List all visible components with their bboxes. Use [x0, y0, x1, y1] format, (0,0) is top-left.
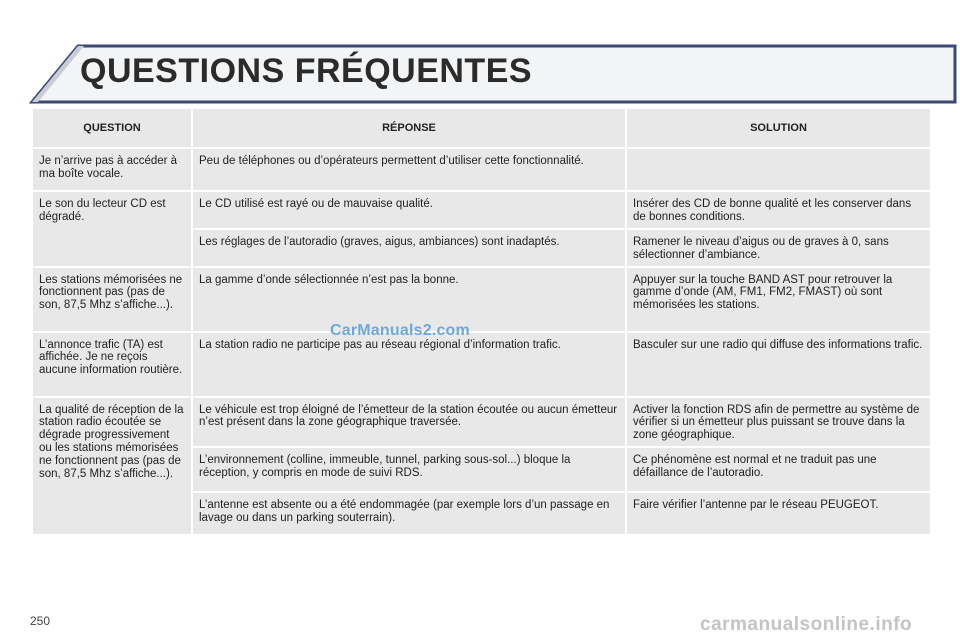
answer-cell: Le véhicule est trop éloigné de l’émetteur de la station écoutée ou aucun émetteur n’est présent dans la zone géographique traversée. — [192, 397, 626, 448]
manualsonline-watermark: carmanualsonline.info — [700, 614, 913, 635]
solution-cell: Activer la fonction RDS afin de permettre au système de vérifier si un émetteur plus puissant se trouve dans la zone géographique. — [626, 397, 931, 448]
answer-cell: Peu de téléphones ou d’opérateurs permettent d’utiliser cette fonctionnalité. — [192, 148, 626, 191]
answer-cell: Le CD utilisé est rayé ou de mauvaise qualité. — [192, 191, 626, 229]
column-header-question: QUESTION — [32, 109, 192, 148]
question-cell: Le son du lecteur CD est dégradé. — [32, 191, 192, 267]
page-number: 250 — [30, 614, 51, 628]
table-row — [32, 148, 931, 191]
table-row — [32, 191, 931, 229]
answer-cell: Les réglages de l’autoradio (graves, aigus, ambiances) sont inadaptés. — [192, 229, 626, 267]
question-cell: La qualité de réception de la station radio écoutée se dégrade progressivement ou les stations mémorisées ne fonctionnent pas (pas de son, 87,5 Mhz s’affiche...). — [32, 397, 192, 535]
solution-cell: Faire vérifier l’antenne par le réseau PEUGEOT. — [626, 492, 931, 534]
solution-cell — [626, 148, 931, 191]
question-cell: L’annonce trafic (TA) est affichée. Je ne reçois aucune information routière. — [32, 332, 192, 397]
solution-cell: Basculer sur une radio qui diffuse des informations trafic. — [626, 332, 931, 397]
question-cell: Les stations mémorisées ne fonctionnent pas (pas de son, 87,5 Mhz s’affiche...). — [32, 267, 192, 332]
table-row — [32, 332, 931, 397]
table-row — [32, 267, 931, 332]
column-header-solution: SOLUTION — [626, 109, 931, 148]
solution-cell: Appuyer sur la touche BAND AST pour retrouver la gamme d’onde (AM, FM1, FM2, FMAST) où sont mémorisées les stations. — [626, 267, 931, 332]
solution-cell: Ce phénomène est normal et ne traduit pas une défaillance de l’autoradio. — [626, 447, 931, 492]
carmanuals-watermark: CarManuals2.com — [330, 322, 470, 339]
solution-cell: Ramener le niveau d’aigus ou de graves à 0, sans sélectionner d’ambiance. — [626, 229, 931, 267]
page-title: QUESTIONS FRÉQUENTES — [80, 52, 533, 90]
answer-cell: La gamme d’onde sélectionnée n’est pas la bonne. — [192, 267, 626, 332]
answer-cell: L’antenne est absente ou a été endommagée (par exemple lors d’un passage en lavage ou dans un parking souterrain). — [192, 492, 626, 534]
column-header-answer: RÉPONSE — [192, 109, 626, 148]
answer-cell: La station radio ne participe pas au réseau régional d’information trafic. — [192, 332, 626, 397]
answer-cell: L’environnement (colline, immeuble, tunnel, parking sous-sol...) bloque la réception, y compris en mode de suivi RDS. — [192, 447, 626, 492]
table-header-row — [32, 109, 931, 148]
faq-table — [31, 109, 932, 534]
table-row — [32, 397, 931, 448]
solution-cell: Insérer des CD de bonne qualité et les conserver dans de bonnes conditions. — [626, 191, 931, 229]
question-cell: Je n’arrive pas à accéder à ma boîte vocale. — [32, 148, 192, 191]
